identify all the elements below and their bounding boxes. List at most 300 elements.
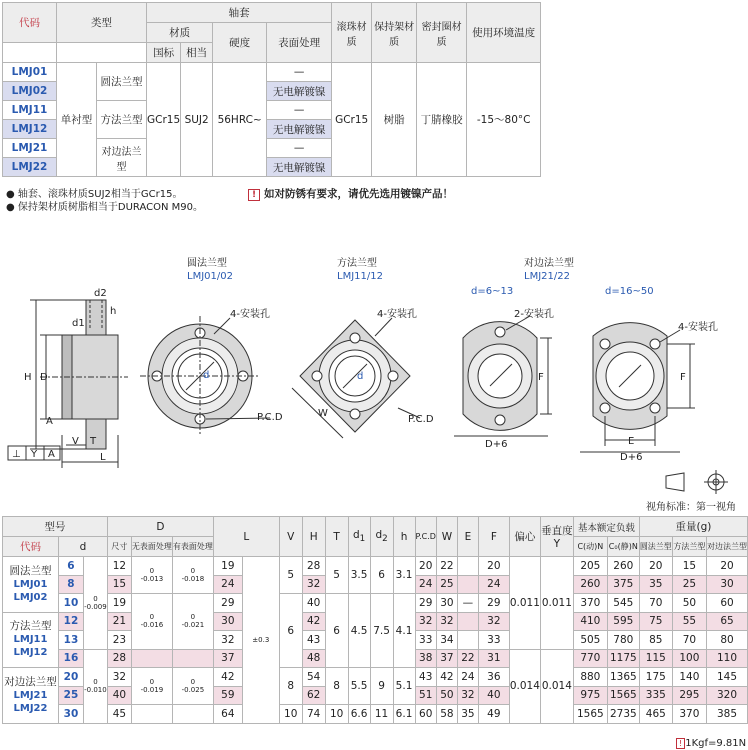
header-static-load: C₀(静)N [607, 537, 639, 557]
surface-cell: — [267, 101, 332, 120]
H-cell: 74 [302, 705, 325, 724]
h-cell: 5.1 [393, 668, 415, 705]
weight-round-cell: 465 [639, 705, 672, 724]
header-sleeve: 轴套 [147, 3, 332, 23]
pcd-cell: 20 [415, 557, 436, 576]
dynamic-load-cell: 260 [573, 575, 607, 594]
L-cell: 59 [213, 686, 242, 705]
square-flange-codes: LMJ11/12 [337, 271, 383, 282]
weight-pair-cell: 320 [707, 686, 748, 705]
header-d2-main: d [375, 528, 383, 541]
D-cell: 12 [107, 557, 131, 576]
header-seal-material: 密封圈材质 [417, 3, 467, 63]
tol-upper: 0 [93, 594, 98, 603]
tol-upper: 0 [190, 678, 196, 686]
code-cell: LMJ21 [3, 139, 57, 158]
equiv-material-cell: SUJ2 [181, 63, 213, 177]
E-cell [457, 575, 478, 594]
header-d1-main: d [352, 528, 360, 541]
group-code: LMJ12 [13, 647, 48, 659]
weight-square-cell: 295 [672, 686, 706, 705]
header-pcd: P.C.D [415, 517, 436, 557]
L-cell: 64 [213, 705, 242, 724]
seal-material-cell: 丁腈橡胶 [417, 63, 467, 177]
header-ball-material: 滚珠材质 [332, 3, 372, 63]
V-cell: 6 [279, 594, 302, 668]
footnote-icon: ! [676, 738, 685, 749]
E-cell [457, 612, 478, 631]
header-d2 [370, 517, 393, 557]
F-cell: 33 [478, 631, 509, 650]
header-surface: 表面处理 [267, 23, 332, 63]
header-eccentricity: 偏心 [509, 517, 540, 557]
group-type: 方法兰型 [9, 620, 52, 633]
W-cell: 30 [436, 594, 457, 613]
header-d1 [348, 517, 370, 557]
group-code: LMJ11 [13, 634, 48, 646]
header-perp-y: Y [553, 538, 561, 550]
weight-pair-cell: 30 [707, 575, 748, 594]
header-retainer-material: 保持架材质 [372, 3, 417, 63]
D-cell: 21 [107, 612, 131, 631]
group-code: LMJ21 [13, 689, 48, 701]
W-cell: 32 [436, 612, 457, 631]
footnote-text: 1Kgf=9.81N [685, 738, 747, 749]
square-pcd-label: P.C.D [408, 414, 434, 425]
static-load-cell: 2735 [607, 705, 639, 724]
weight-pair-cell: 60 [707, 594, 748, 613]
header-with-treatment: 有表面处理 [172, 537, 213, 557]
tol-lower: -0.021 [181, 621, 205, 630]
datum-a-mark: A [46, 416, 53, 427]
perp-y: Y [31, 449, 38, 460]
square-flange-drawing [292, 318, 420, 438]
E-cell: 35 [457, 705, 478, 724]
static-load-cell: 1565 [607, 686, 639, 705]
header-D: D [107, 517, 213, 537]
code-cell: LMJ12 [3, 120, 57, 139]
header-weight-round: 圆法兰型 [639, 537, 672, 557]
d-cell: 10 [58, 594, 83, 613]
d-cell: 30 [58, 705, 83, 724]
L-cell: 42 [213, 668, 242, 687]
h-cell: 3.1 [393, 557, 415, 594]
round-pcd-label: P.C.D [257, 412, 283, 423]
D-tol-plain [131, 557, 172, 594]
V-cell: 10 [279, 705, 302, 724]
header-T: T [325, 517, 348, 557]
pair-large-e-label: E [628, 436, 635, 447]
weight-pair-cell: 20 [707, 557, 748, 576]
group-label [3, 612, 59, 668]
d-cell: 25 [58, 686, 83, 705]
tol-lower: -0.009 [84, 602, 107, 611]
weight-pair-cell: 145 [707, 668, 748, 687]
W-cell: 22 [436, 557, 457, 576]
weight-round-cell: 335 [639, 686, 672, 705]
group-label [3, 668, 59, 724]
header-load: 基本额定负载 [573, 517, 639, 537]
header-weight-pair: 对边法兰型 [707, 537, 748, 557]
H-cell: 54 [302, 668, 325, 687]
pcd-cell: 32 [415, 612, 436, 631]
tol-lower: -0.013 [140, 575, 164, 583]
header-V: V [279, 517, 302, 557]
d-cell: 6 [58, 557, 83, 576]
side-dim-h: H [24, 372, 32, 383]
weight-square-cell: 55 [672, 612, 706, 631]
H-cell: 32 [302, 575, 325, 594]
D-tol-plain [131, 705, 172, 724]
eccentricity-cell: 0.014 [509, 649, 540, 723]
side-dim-h-small: h [110, 306, 117, 317]
header-d: d [58, 537, 107, 557]
pair-small-d6-label: D+6 [485, 439, 508, 450]
surface-cell: — [267, 63, 332, 82]
L-cell: 29 [213, 594, 242, 613]
header-perpendicularity [540, 517, 573, 557]
d1-cell: 4.5 [348, 594, 370, 668]
ball-material-cell: GCr15 [332, 63, 372, 177]
weight-square-cell: 70 [672, 631, 706, 650]
weight-square-cell: 25 [672, 575, 706, 594]
tol-lower: -0.018 [181, 575, 205, 583]
flange-type-cell: 圆法兰型 [97, 63, 147, 101]
D-cell: 28 [107, 649, 131, 668]
F-cell: 32 [478, 612, 509, 631]
static-load-cell: 375 [607, 575, 639, 594]
d-cell: 12 [58, 612, 83, 631]
pair-flange-large-drawing [580, 323, 695, 452]
F-cell: 31 [478, 649, 509, 668]
W-cell: 50 [436, 686, 457, 705]
square-d-label: d [357, 371, 364, 382]
pair-large-holes-label: 4-安装孔 [678, 322, 718, 333]
dynamic-load-cell: 880 [573, 668, 607, 687]
flange-type-cell: 对边法兰型 [97, 139, 147, 177]
tol-lower: -0.025 [181, 686, 205, 694]
weight-pair-cell: 80 [707, 631, 748, 650]
weight-pair-cell: 110 [707, 649, 748, 668]
tol-upper: 0 [190, 613, 196, 622]
projection-symbol-icon [666, 470, 728, 494]
perp-symbol: ⊥ [12, 449, 21, 460]
group-label [3, 557, 59, 613]
note-material: ● 轴套、滚珠材质SUJ2相当于GCr15。 [6, 189, 183, 200]
dynamic-load-cell: 205 [573, 557, 607, 576]
F-cell: 40 [478, 686, 509, 705]
tol-upper: 0 [149, 613, 155, 622]
pcd-cell: 33 [415, 631, 436, 650]
header-d1-sub: 1 [359, 534, 366, 545]
d-cell: 16 [58, 649, 83, 668]
d2-cell: 11 [370, 705, 393, 724]
weight-square-cell: 100 [672, 649, 706, 668]
static-load-cell: 1365 [607, 668, 639, 687]
pcd-cell: 51 [415, 686, 436, 705]
E-cell: 24 [457, 668, 478, 687]
dynamic-load-cell: 370 [573, 594, 607, 613]
surface-cell: — [267, 139, 332, 158]
T-cell: 10 [325, 705, 348, 724]
dimension-table [2, 516, 748, 724]
header-code: 代码 [3, 3, 57, 43]
V-cell: 5 [279, 557, 302, 594]
warning-icon: ! [248, 189, 260, 201]
square-flange-title: 方法兰型 [337, 258, 377, 269]
H-cell: 42 [302, 612, 325, 631]
tol-lower: -0.010 [84, 686, 107, 694]
side-dim-l: L [100, 452, 106, 463]
dynamic-load-cell: 975 [573, 686, 607, 705]
D-tol-plain [131, 594, 172, 650]
T-cell: 5 [325, 557, 348, 594]
W-cell: 25 [436, 575, 457, 594]
header-h: h [393, 517, 415, 557]
unit-footnote [676, 738, 746, 749]
tol-upper: 0 [190, 567, 196, 575]
gb-material-cell: GCr15 [147, 63, 181, 177]
weight-round-cell: 175 [639, 668, 672, 687]
D-tol-plain [131, 649, 172, 668]
side-dim-d2: d2 [94, 288, 107, 299]
D-cell: 15 [107, 575, 131, 594]
weight-pair-cell: 385 [707, 705, 748, 724]
W-cell: 37 [436, 649, 457, 668]
header-size: 尺寸 [107, 537, 131, 557]
side-dim-v: V [72, 436, 79, 447]
E-cell: — [457, 594, 478, 613]
eccentricity-cell: 0.011 [509, 557, 540, 650]
weight-pair-cell: 65 [707, 612, 748, 631]
d-cell: 13 [58, 631, 83, 650]
retainer-material-cell: 树脂 [372, 63, 417, 177]
d-tolerance [83, 649, 107, 723]
pair-small-f-label: F [538, 372, 544, 383]
T-cell: 6 [325, 594, 348, 668]
header-equiv: 相当 [181, 43, 213, 63]
d2-cell: 6 [370, 557, 393, 594]
square-w-label: W [318, 408, 328, 419]
code-cell: LMJ22 [3, 158, 57, 177]
surface-cell: 无电解镀镍 [267, 120, 332, 139]
static-load-cell: 260 [607, 557, 639, 576]
header-W: W [436, 517, 457, 557]
flange-type-cell: 方法兰型 [97, 101, 147, 139]
L-cell: 32 [213, 631, 242, 650]
L-cell: 37 [213, 649, 242, 668]
H-cell: 62 [302, 686, 325, 705]
H-cell: 40 [302, 594, 325, 613]
rust-warning [248, 186, 453, 201]
D-tol-plated [172, 705, 213, 724]
pair-flange-codes: LMJ21/22 [524, 271, 570, 282]
D-tol-plated [172, 649, 213, 668]
code-cell: LMJ11 [3, 101, 57, 120]
side-dim-t: T [90, 436, 97, 447]
W-cell: 42 [436, 668, 457, 687]
d-cell: 20 [58, 668, 83, 687]
group-code: LMJ01 [13, 578, 48, 590]
tol-upper: 0 [149, 678, 155, 686]
tol-upper: 0 [93, 678, 98, 686]
dynamic-load-cell: 410 [573, 612, 607, 631]
L-cell: 30 [213, 612, 242, 631]
header-material: 材质 [147, 23, 213, 43]
H-cell: 48 [302, 649, 325, 668]
T-cell: 8 [325, 668, 348, 705]
weight-round-cell: 35 [639, 575, 672, 594]
weight-round-cell: 85 [639, 631, 672, 650]
header-weight-square: 方法兰型 [672, 537, 706, 557]
H-cell: 43 [302, 631, 325, 650]
D-cell: 40 [107, 686, 131, 705]
technical-drawings [0, 240, 748, 515]
L-cell: 24 [213, 575, 242, 594]
header-H: H [302, 517, 325, 557]
header-env-temp: 使用环境温度 [467, 3, 541, 63]
D-tol-plated [172, 557, 213, 594]
weight-round-cell: 75 [639, 612, 672, 631]
header-gb: 国标 [147, 43, 181, 63]
single-type-cell: 单衬型 [57, 63, 97, 177]
dynamic-load-cell: 505 [573, 631, 607, 650]
perpendicularity-cell: 0.014 [540, 649, 573, 723]
F-cell: 29 [478, 594, 509, 613]
header-model: 型号 [3, 517, 108, 537]
F-cell: 49 [478, 705, 509, 724]
static-load-cell: 780 [607, 631, 639, 650]
header-no-treatment: 无表面处理 [131, 537, 172, 557]
header-E: E [457, 517, 478, 557]
d1-cell: 5.5 [348, 668, 370, 705]
h-cell: 6.1 [393, 705, 415, 724]
W-cell: 58 [436, 705, 457, 724]
F-cell: 24 [478, 575, 509, 594]
code-cell: LMJ02 [3, 82, 57, 101]
side-dim-d: D [40, 372, 48, 383]
header-hardness: 硬度 [213, 23, 267, 63]
static-load-cell: 545 [607, 594, 639, 613]
d2-cell: 9 [370, 668, 393, 705]
surface-cell: 无电解镀镍 [267, 82, 332, 101]
pair-large-d6-label: D+6 [620, 452, 643, 463]
static-load-cell: 595 [607, 612, 639, 631]
round-flange-title: 圆法兰型 [187, 258, 227, 269]
h-cell: 4.1 [393, 594, 415, 668]
weight-square-cell: 140 [672, 668, 706, 687]
pcd-cell: 29 [415, 594, 436, 613]
dynamic-load-cell: 1565 [573, 705, 607, 724]
rust-warning-text: 如对防锈有要求，请优先选用镀镍产品！ [264, 188, 453, 200]
static-load-cell: 1175 [607, 649, 639, 668]
tol-lower: -0.016 [140, 621, 164, 630]
header-perp-text: 垂直度 [541, 525, 573, 537]
spec-table [2, 2, 541, 177]
temp-cell: -15～80°C [467, 63, 541, 177]
weight-square-cell: 15 [672, 557, 706, 576]
d1-cell: 6.6 [348, 705, 370, 724]
F-cell: 20 [478, 557, 509, 576]
V-cell: 8 [279, 668, 302, 705]
W-cell: 34 [436, 631, 457, 650]
L-cell: 19 [213, 557, 242, 576]
tol-upper: 0 [149, 567, 155, 575]
weight-square-cell: 50 [672, 594, 706, 613]
pcd-cell: 24 [415, 575, 436, 594]
E-cell: 22 [457, 649, 478, 668]
pcd-cell: 60 [415, 705, 436, 724]
header-type: 类型 [57, 3, 147, 43]
note-retainer: ● 保持架材质树脂相当于DURACON M90。 [6, 202, 203, 213]
header-blank [3, 43, 57, 63]
weight-round-cell: 20 [639, 557, 672, 576]
header-blank [57, 43, 147, 63]
pcd-cell: 38 [415, 649, 436, 668]
D-cell: 45 [107, 705, 131, 724]
header-F: F [478, 517, 509, 557]
code-cell: LMJ01 [3, 63, 57, 82]
tol-lower: -0.019 [140, 686, 164, 694]
square-holes-label: 4-安装孔 [377, 309, 417, 320]
D-tol-plated [172, 668, 213, 705]
E-cell [457, 557, 478, 576]
group-code: LMJ22 [13, 702, 48, 714]
pair-small-holes-label: 2-安装孔 [514, 309, 554, 320]
dynamic-load-cell: 770 [573, 649, 607, 668]
L-tolerance: ±0.3 [242, 557, 279, 724]
E-cell: 32 [457, 686, 478, 705]
header-L: L [213, 517, 279, 557]
round-flange-codes: LMJ01/02 [187, 271, 233, 282]
pcd-cell: 43 [415, 668, 436, 687]
perp-a: A [48, 449, 55, 460]
weight-round-cell: 70 [639, 594, 672, 613]
view-standard-label: 视角标准：第一视角 [646, 502, 736, 513]
hardness-cell: 56HRC~ [213, 63, 267, 177]
header-code: 代码 [3, 537, 59, 557]
round-d-label: d [203, 370, 210, 381]
perpendicularity-cell: 0.011 [540, 557, 573, 650]
group-code: LMJ02 [13, 591, 48, 603]
header-weight: 重量(g) [639, 517, 747, 537]
E-cell [457, 631, 478, 650]
surface-cell: 无电解镀镍 [267, 158, 332, 177]
D-cell: 19 [107, 594, 131, 613]
round-holes-label: 4-安装孔 [230, 309, 270, 320]
header-d2-sub: 2 [382, 534, 388, 545]
weight-square-cell: 370 [672, 705, 706, 724]
group-type: 对边法兰型 [4, 675, 57, 688]
pair-small-range: d=6~13 [471, 286, 514, 297]
d2-cell: 7.5 [370, 594, 393, 668]
weight-round-cell: 115 [639, 649, 672, 668]
header-dynamic-load: C(动)N [573, 537, 607, 557]
d-tolerance [83, 557, 107, 650]
D-cell: 32 [107, 668, 131, 687]
group-type: 圆法兰型 [9, 564, 52, 577]
F-cell: 36 [478, 668, 509, 687]
pair-large-f-label: F [680, 372, 686, 383]
side-dim-d1: d1 [72, 318, 85, 329]
D-tol-plated [172, 594, 213, 650]
d1-cell: 3.5 [348, 557, 370, 594]
H-cell: 28 [302, 557, 325, 576]
d-cell: 8 [58, 575, 83, 594]
pair-large-range: d=16~50 [605, 286, 654, 297]
D-tol-plain [131, 668, 172, 705]
D-cell: 23 [107, 631, 131, 650]
